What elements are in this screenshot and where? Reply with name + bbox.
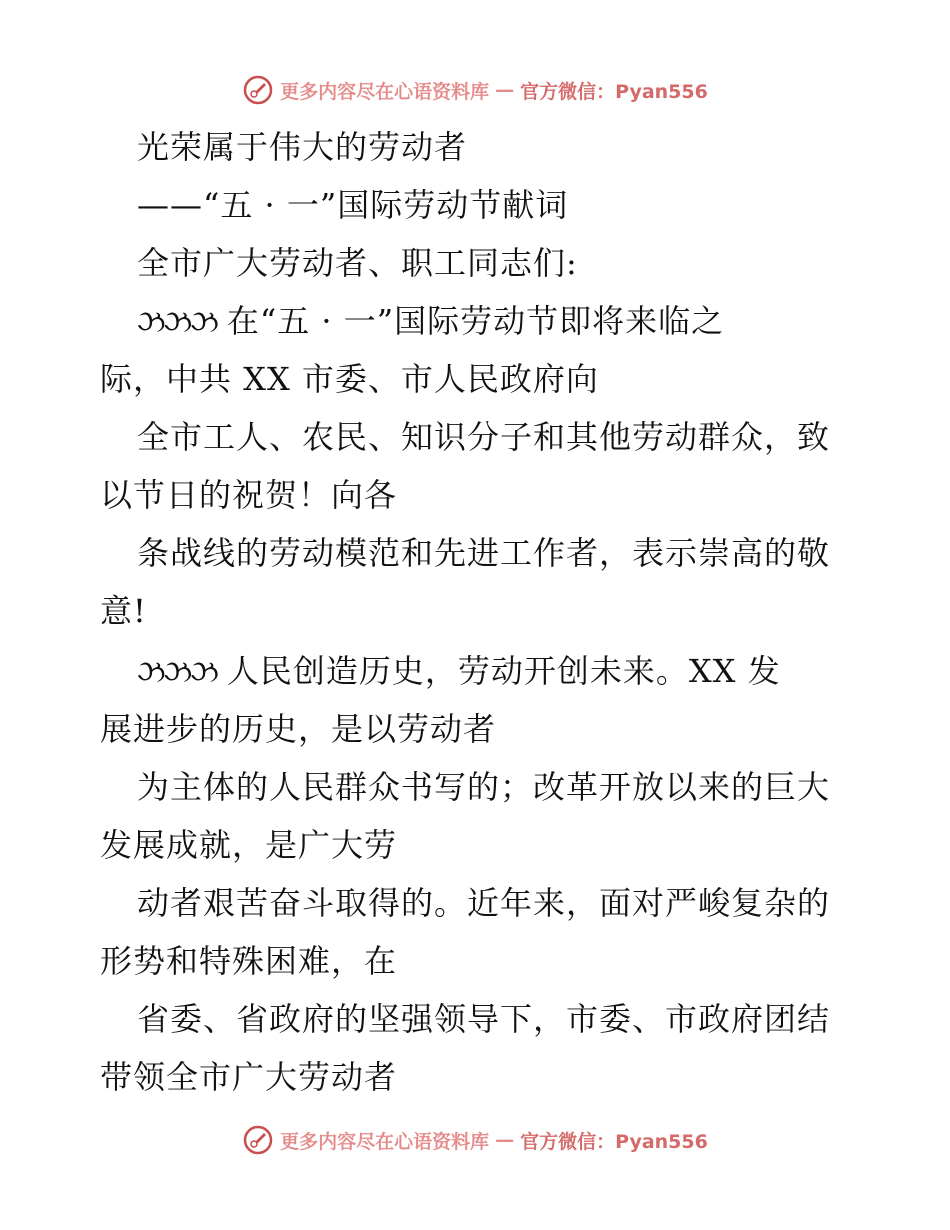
document-subtitle: ——“五 · 一”国际劳动节献词 [137,186,569,224]
paragraph-text: 展进步的历史，是以劳动者 [100,710,497,748]
document-title-line [0,122,950,172]
paragraph-line [0,820,950,870]
ornament-icon: ઝઝઝ [137,655,217,690]
watermark-text: 更多内容尽在心语资料库 [280,1130,490,1153]
quill-logo-icon [242,74,274,106]
paragraph-line [0,470,950,520]
watermark-suffix: 官方微信：Pyan556 [520,80,708,103]
paragraph-text: 发展成就，是广大劳 [100,826,398,864]
paragraph-text: 意! [100,592,147,630]
paragraph-line [0,878,950,928]
paragraph-text: 际，中共 XX 市委、市人民政府向 [100,360,599,398]
paragraph-line [0,296,950,346]
paragraph-text: 全市工人、农民、知识分子和其他劳动群众，致 [137,418,831,456]
paragraph-line [0,1052,950,1102]
watermark-footer [0,1122,950,1158]
paragraph-line [0,994,950,1044]
paragraph-line [0,762,950,812]
paragraph-text: 条战线的劳动模范和先进工作者，表示崇高的敬 [137,534,831,572]
paragraph-line [0,528,950,578]
watermark-dash: — [495,1129,515,1151]
paragraph-line [0,646,950,696]
paragraph-line [0,704,950,754]
watermark-suffix: 官方微信：Pyan556 [520,1130,708,1153]
paragraph-text: 省委、省政府的坚强领导下，市委、市政府团结 [137,1000,831,1038]
paragraph-text: 在“五 · 一”国际劳动节即将来临之 [226,302,725,340]
paragraph-line [0,936,950,986]
paragraph-line [0,586,950,636]
watermark-header [0,72,950,108]
watermark-dash: — [495,79,515,101]
ornament-icon: ઝઝઝ [137,305,217,340]
paragraph-line [0,412,950,462]
document-title: 光荣属于伟大的劳动者 [137,128,468,166]
paragraph-line [0,354,950,404]
quill-logo-icon [242,1124,274,1156]
paragraph-text: 带领全市广大劳动者 [100,1058,398,1096]
paragraph-text: 为主体的人民群众书写的；改革开放以来的巨大 [137,768,831,806]
salutation-line [0,238,950,288]
paragraph-text: 动者艰苦奋斗取得的。近年来，面对严峻复杂的 [137,884,831,922]
paragraph-text: 人民创造历史，劳动开创未来。XX 发 [226,652,781,690]
watermark-text: 更多内容尽在心语资料库 [280,80,490,103]
salutation: 全市广大劳动者、职工同志们: [137,244,578,282]
paragraph-text: 以节日的祝贺！向各 [100,476,398,514]
paragraph-text: 形势和特殊困难，在 [100,942,398,980]
document-subtitle-line [0,180,950,230]
